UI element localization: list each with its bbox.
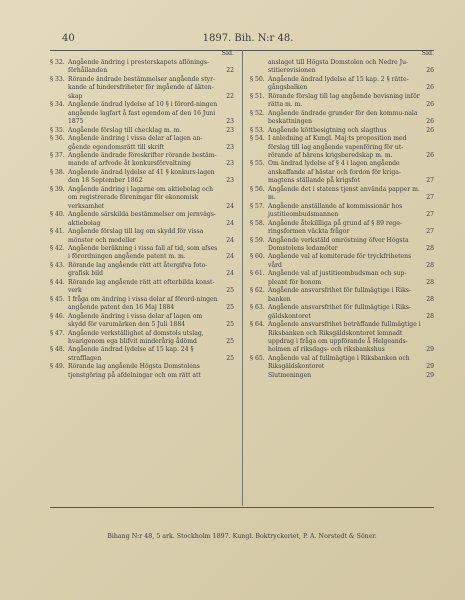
contents-entry <box>50 346 234 363</box>
section-number: § 40. <box>50 211 65 219</box>
entry-title: anslaget till Högsta Domstolen och Nedre Ju-stitierevisionen <box>268 59 409 75</box>
entry-page-number: 23 <box>226 143 234 151</box>
entry-page-number: 26 <box>426 126 434 134</box>
contents-entry <box>250 59 434 76</box>
section-number: § 45. <box>50 295 65 303</box>
contents-entry <box>50 101 234 126</box>
section-number: § 35. <box>50 126 65 134</box>
entry-title: Angående förslag till checklag m. m. <box>68 126 182 134</box>
section-number: § 38. <box>50 168 65 176</box>
entry-page-number: 26 <box>426 151 434 159</box>
section-number: § 59. <box>250 236 265 244</box>
entry-page-number: 29 <box>426 346 434 354</box>
contents-entry <box>50 313 234 330</box>
contents-entry <box>50 169 234 186</box>
entry-page-number: 26 <box>426 118 434 126</box>
section-number: § 52. <box>250 109 265 117</box>
entry-title: Angående ändring i vissa delar af lagen an-gående egendomsrätt till skrift <box>68 135 203 151</box>
section-number: § 34. <box>50 101 65 109</box>
contents-entry <box>50 296 234 313</box>
page-number: 40 <box>62 33 75 44</box>
entry-page-number: 26 <box>426 84 434 92</box>
entry-title: I fråga om ändring i vissa delar af förord-ningen angående patent den 16 Maj 1884 <box>68 295 218 312</box>
entry-title: Angående val af justitieombudsman och sup-pleant för honom <box>268 270 407 286</box>
entry-page-number: 25 <box>226 354 234 362</box>
contents-entry <box>250 203 434 220</box>
contents-entry <box>50 363 234 380</box>
section-number: § 64. <box>250 321 265 329</box>
entry-title: Angående ändring i vissa delar af lagen om skydd för varumärken den 5 Juli 1884 <box>68 312 203 329</box>
entry-page-number: 25 <box>226 287 234 295</box>
entry-title: Angående ändring i presterskapets aflönings-förhållanden <box>68 59 210 75</box>
entry-page-number: 28 <box>426 278 434 286</box>
contents-entry <box>250 76 434 93</box>
section-number: § 62. <box>250 287 265 295</box>
contents-entry <box>250 321 434 355</box>
contents-entry <box>250 110 434 127</box>
page-header <box>62 33 434 45</box>
entry-page-number: 26 <box>426 67 434 75</box>
entry-title: Angående ansvarsfrihet för fullmägtige i Riks-banken <box>268 287 411 303</box>
page-column-label: Sid. <box>221 50 234 57</box>
entry-page-number: 24 <box>226 219 234 227</box>
entry-title: Angående köttbesigtning och slagthus <box>268 126 387 134</box>
entry-page-number: 27 <box>426 194 434 202</box>
entry-page-number: 28 <box>426 244 434 252</box>
entry-page-number: 24 <box>226 236 234 244</box>
entry-title: Angående ändrad lydelse af 15 kap. 2 § rätte-gångsbalken <box>268 75 409 92</box>
column-divider <box>242 50 243 506</box>
entry-title: Angående anställande af kommissionär hos justitieombudsmannen <box>268 202 403 219</box>
entry-page-number: 22 <box>226 92 234 100</box>
entry-title: Rörande förslag till lag angående bevisning inför rätta m. m. <box>268 92 420 109</box>
entry-title: Angående ändrad lydelse af 41 § konkurs-lagen den 18 September 1862 <box>68 168 215 185</box>
bottom-rule <box>50 507 434 508</box>
entry-page-number: 29 <box>426 371 434 379</box>
section-number: § 56. <box>250 185 265 193</box>
entry-page-number: 25 <box>226 321 234 329</box>
entry-title: Angående ändrade grunder för den kommu-nala beskattningen <box>268 109 418 126</box>
section-number: § 51. <box>250 92 265 100</box>
entry-title: Rörande lag angående rätt att efterbilda konst-verk <box>68 278 215 295</box>
contents-entry <box>250 186 434 203</box>
page-column-label: Sid. <box>421 50 434 57</box>
entry-title: Angående ändrad lydelse af 10 § i förord-ningen angående lagfart å fast egendom af den 16 Juni 1875 <box>68 101 218 126</box>
entry-title: Om ändrad lydelse af § 4 i lagen angående anskaffande af hästar och fordon för kriga-magtens ställande på krigsfot <box>268 160 401 185</box>
contents-entry <box>50 186 234 211</box>
entry-title: Angående beräkning i vissa fall af tid, som afses i förordningen angående patent m. m. <box>68 244 218 261</box>
section-number: § 42. <box>50 244 65 252</box>
entry-page-number: 28 <box>426 312 434 320</box>
contents-entry <box>250 135 434 160</box>
entry-title: Slutmeningen <box>268 371 312 379</box>
contents-entry <box>50 262 234 279</box>
section-number: § 33. <box>50 75 65 83</box>
contents-column-left <box>50 50 234 380</box>
imprint-footer: Bihang N:r 48, 5 ark. Stockholm 1897. Kungl. Boktryckeriet, P. A. Norstedt & Söner. <box>107 533 377 540</box>
section-number: § 41. <box>50 228 65 236</box>
contents-entry <box>50 135 234 152</box>
entry-title: Angående åtekillliga på grund af § 89 rege-ringsformen väckta frågor <box>268 219 402 236</box>
entry-title: Angående val af komiterade för tryckfrihetens vård <box>268 253 412 269</box>
entry-title: Angående ändrade föreskrifter rörande bestäm-mande af arfvode åt konkursförvaltning <box>68 151 217 168</box>
entry-title: Angående verkstäld omröstning öfver Högsta Domstolens ledamöter <box>268 236 409 252</box>
section-number: § 36. <box>50 135 65 143</box>
section-number: § 60. <box>250 253 265 261</box>
entry-title: Angående det i statens tjenst använda papper m. m. <box>268 185 420 202</box>
section-number: § 61. <box>250 270 265 278</box>
section-number: § 65. <box>250 354 265 362</box>
contents-entry <box>50 330 234 347</box>
section-number: § 57. <box>250 202 265 210</box>
section-number: § 50. <box>250 75 265 83</box>
section-number: § 54. <box>250 135 265 143</box>
section-number: § 49. <box>50 363 65 371</box>
entry-page-number: 27 <box>426 211 434 219</box>
entry-page-number: 22 <box>226 67 234 75</box>
section-number: § 37. <box>50 151 65 159</box>
running-title: 1897. Bih. N:r 48. <box>202 33 294 44</box>
contents-entry <box>250 287 434 304</box>
entry-page-number: 25 <box>226 337 234 345</box>
entry-title: Angående val af fullmägtige i Riksbanken och Riksgäldskontoret <box>268 354 410 371</box>
contents-entry <box>250 304 434 321</box>
entry-page-number: 28 <box>426 261 434 269</box>
contents-entry <box>50 127 234 135</box>
entry-page-number: 26 <box>426 101 434 109</box>
entry-page-number: 23 <box>226 126 234 134</box>
contents-entry <box>250 372 434 380</box>
section-number: § 53. <box>250 126 265 134</box>
contents-entry <box>50 279 234 296</box>
entry-page-number: 25 <box>226 304 234 312</box>
entry-title: Angående ansvarsfrihet för fullmägtige i Riks-gäldskontoret <box>268 304 411 320</box>
entry-page-number: 23 <box>226 177 234 185</box>
entry-page-number: 24 <box>226 253 234 261</box>
contents-entry <box>50 59 234 76</box>
entry-page-number: 23 <box>226 118 234 126</box>
entry-title: I anledning af Kungl. Maj:ts proposition med förslag till lag angående vapenföring för ut-rörande af härens krigsberedskap m. m. <box>268 135 407 159</box>
section-number: § 46. <box>50 312 65 320</box>
entry-page-number: 29 <box>426 363 434 371</box>
contents-entry <box>250 160 434 185</box>
section-number: § 39. <box>50 185 65 193</box>
section-number: § 55. <box>250 160 265 168</box>
contents-entry <box>50 228 234 245</box>
entry-page-number: 28 <box>426 295 434 303</box>
entry-page-number: 27 <box>426 177 434 185</box>
contents-entry <box>250 355 434 372</box>
contents-entry <box>250 253 434 270</box>
entry-page-number: 24 <box>226 202 234 210</box>
entry-title: Angående särskilda bestämmelser om jernvägs-aktiebolag <box>68 211 216 227</box>
section-number: § 47. <box>50 329 65 337</box>
contents-entry <box>250 270 434 287</box>
contents-entry <box>250 237 434 254</box>
entry-title: Rörande lag angående Högsta Domstolens tjenstgöring på afdelningar och om rätt att <box>68 363 201 379</box>
entry-title: Rörande lag angående rätt att återgifva foto-grafisk bild <box>68 261 208 278</box>
entry-title: Angående ändrad lydelse af 15 kap. 24 § strafflagen <box>68 346 194 362</box>
entry-title: Angående ändring i lagarne om aktiebolag och om registrerade föreningar för ekonomisk verksamhet <box>68 185 214 210</box>
section-number: § 63. <box>250 304 265 312</box>
contents-entry <box>50 211 234 228</box>
section-number: § 43. <box>50 261 65 269</box>
entry-page-number: 27 <box>426 228 434 236</box>
contents-entry <box>250 93 434 110</box>
contents-entry <box>50 76 234 101</box>
contents-entry <box>250 220 434 237</box>
contents-entry <box>250 127 434 135</box>
section-number: § 48. <box>50 346 65 354</box>
entry-title: Angående förslag till lag om skydd för vissa mönster och modeller <box>68 228 204 244</box>
contents-entry <box>50 152 234 169</box>
section-number: § 58. <box>250 219 265 227</box>
entry-page-number: 23 <box>226 160 234 168</box>
contents-entry <box>50 245 234 262</box>
section-number: § 32. <box>50 59 65 66</box>
entry-page-number: 24 <box>226 270 234 278</box>
section-number: § 44. <box>50 278 65 286</box>
entry-title: Rörande ändrade bestämmelser angående styr-kande af hindersfriheter för ingående af äkten-skap <box>68 75 216 100</box>
entry-title: Angående verkställighet af domstols utslag, hvarigenom ega blifvit minderårig ådömd <box>68 329 204 345</box>
entry-title: Angående ansvarsfrihet beträffande fullmägtige i Riksbanken och Riksgäldskontoret lemnadt uppdrag i fråga om uppförande å Helgeands-holmen af riksdags- och riksbankshus <box>268 321 421 354</box>
contents-column-right <box>250 50 434 380</box>
